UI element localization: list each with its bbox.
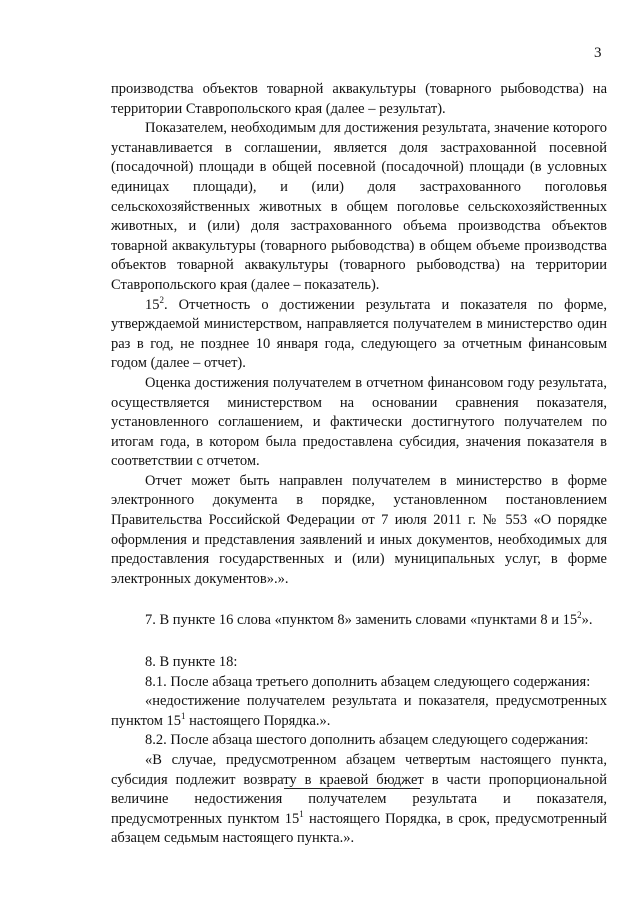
paragraph-item-8-1: 8.1. После абзаца третьего дополнить абзацем следующего содержания: [145,673,591,690]
end-divider-line [284,788,420,789]
paragraph-refund [111,751,607,849]
paragraph-indicator: Показателем, необходимым для достижения результата, значение которого устанавливается в соглашении, является доля застрахованной посевной (посадочной) площади в общей посевной (посадочной) площади (в условных единицах площади), и (или) доля застрахованного поголовья сельскохозяйственных животных в общем поголовье сельскохозяйственных животных, и (или) доля застрахованного объема производства объектов товарной аквакультуры (товарного рыбоводства) в общем объеме производства объектов товарной аквакультуры (товарного рыбоводства) на территории Ставропольского края (далее – показатель). [111,120,607,293]
non-achievement-text: «недостижение получателем результата и показателя, предусмотренных пунктом 15 [111,693,607,729]
non-achievement-superscript: 1 [181,710,186,721]
paragraph-non-achievement [111,692,607,731]
clause-text: . Отчетность о достижении результата и показателя по форме, утверждаемой министерством, направляется получателем в министерство один раз в год, не позднее 10 января года, следующего за отчетным финансовым годом (далее – отчет). [111,296,607,372]
document-body [111,80,607,849]
item-7-end: ». [581,612,593,629]
paragraph-result-definition: производства объектов товарной аквакультуры (товарного рыбоводства) на территории Ставропольского края (далее – результат). [111,81,607,117]
page-number: 3 [594,45,602,61]
refund-text: «В случае, предусмотренном абзацем четвертым настоящего пункта, субсидия подлежит возврату в краевой бюджет в части пропорциональной величине недостижения получателем результата и показателя, предусмотренных пунктом 15 [111,752,607,827]
refund-end: настоящего Порядка, в срок, предусмотренный абзацем седьмым настоящего пункта.». [111,810,607,847]
refund-superscript: 1 [299,808,304,819]
item-7-superscript: 2 [577,610,582,621]
non-achievement-end: настоящего Порядка.». [185,712,331,729]
paragraph-reporting [111,296,607,374]
paragraph-item-8-2: 8.2. После абзаца шестого дополнить абзацем следующего содержания: [145,732,589,749]
clause-superscript: 2 [159,294,164,305]
paragraph-electronic-report: Отчет может быть направлен получателем в министерство в форме электронного документа в порядке, установленном постановлением Правительства Российской Федерации от 7 июля 2011 г. № 553 «О порядке оформления и представления заявлений и иных документов, необходимых для предоставления государственных и (или) муниципальных услуг, в форме электронных документов».». [111,472,607,587]
paragraph-item-8: 8. В пункте 18: [145,654,238,671]
item-7-text: 7. В пункте 16 слова «пунктом 8» заменить словами «пунктами 8 и 15 [145,612,578,629]
paragraph-item-7 [111,611,607,631]
clause-number: 15 [145,296,160,313]
paragraph-evaluation: Оценка достижения получателем в отчетном финансовом году результата, осуществляется министерством на основании сравнения показателя, установленного соглашением, и фактически достигнутого получателем по итогам года, в котором была предоставлена субсидия, значения показателя в соответствии с отчетом. [111,374,607,470]
